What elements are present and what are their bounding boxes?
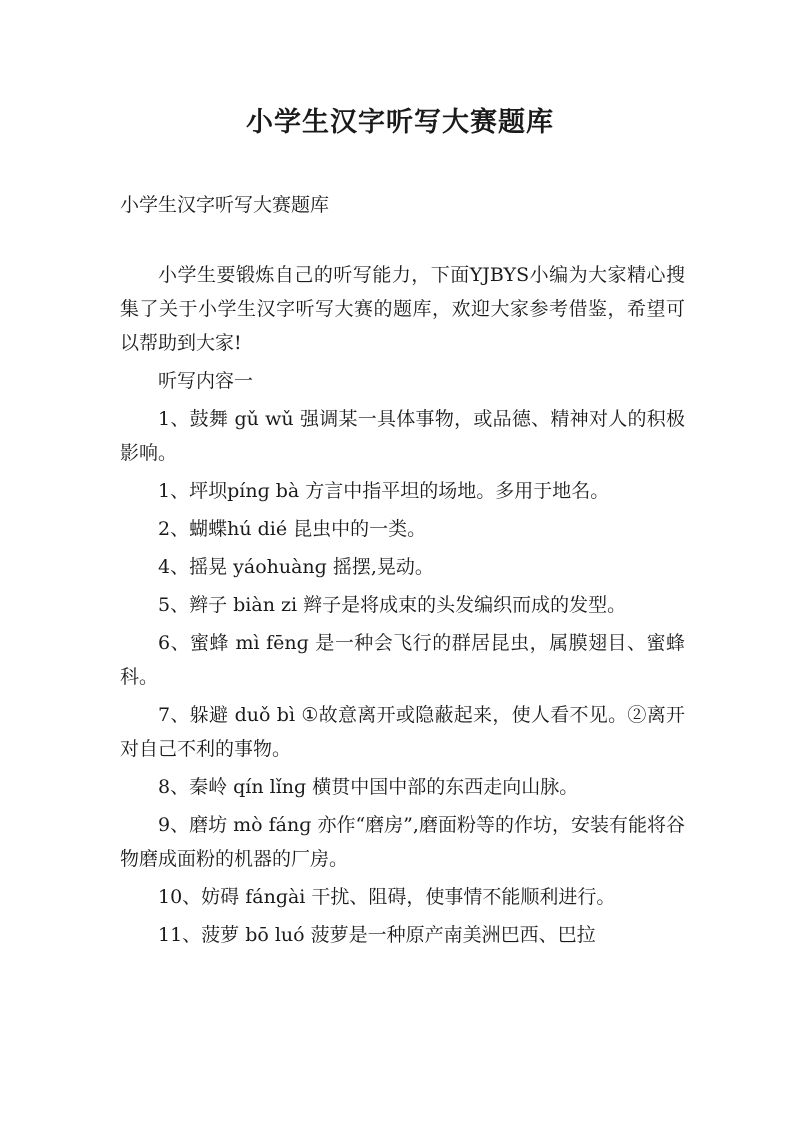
list-item: 2、蝴蝶hú dié 昆虫中的一类。 <box>158 518 427 540</box>
list-item: 5、辫子 biàn zi 辫子是将成束的头发编织而成的发型。 <box>158 594 627 616</box>
list-item: 1、坪坝pínɡ bà 方言中指平坦的场地。多用于地名。 <box>158 480 610 502</box>
section-heading: 听写内容一 <box>158 370 254 392</box>
document-title: 小学生汉字听写大赛题库 <box>246 107 554 138</box>
document-subtitle: 小学生汉字听写大赛题库 <box>120 194 330 216</box>
document-body <box>120 258 685 956</box>
list-item: 4、摇晃 yáohuànɡ 摇摆,晃动。 <box>158 556 434 578</box>
list-item: 7、躲避 duǒ bì ①故意离开或隐蔽起来，使人看不见。②离开对自己不利的事物。 <box>120 704 685 760</box>
list-item: 9、磨坊 mò fánɡ 亦作“磨房”,磨面粉等的作坊，安装有能将谷物磨成面粉的机器的厂房。 <box>120 814 685 870</box>
list-item: 6、蜜蜂 mì fēnɡ 是一种会飞行的群居昆虫，属膜翅目、蜜蜂科。 <box>120 632 685 688</box>
list-item: 10、妨碍 fánɡài 干扰、阻碍，使事情不能顺利进行。 <box>158 886 616 908</box>
list-item: 8、秦岭 qín lǐnɡ 横贯中国中部的东西走向山脉。 <box>158 776 579 798</box>
intro-paragraph: 小学生要锻炼自己的听写能力，下面YJBYS小编为大家精心搜集了关于小学生汉字听写大赛的题库，欢迎大家参考借鉴，希望可以帮助到大家! <box>120 264 685 354</box>
list-item: 1、鼓舞 gǔ wǔ 强调某一具体事物，或品德、精神对人的积极影响。 <box>120 408 685 464</box>
list-item: 11、菠萝 bō luó 菠萝是一种原产南美洲巴西、巴拉 <box>158 924 596 946</box>
